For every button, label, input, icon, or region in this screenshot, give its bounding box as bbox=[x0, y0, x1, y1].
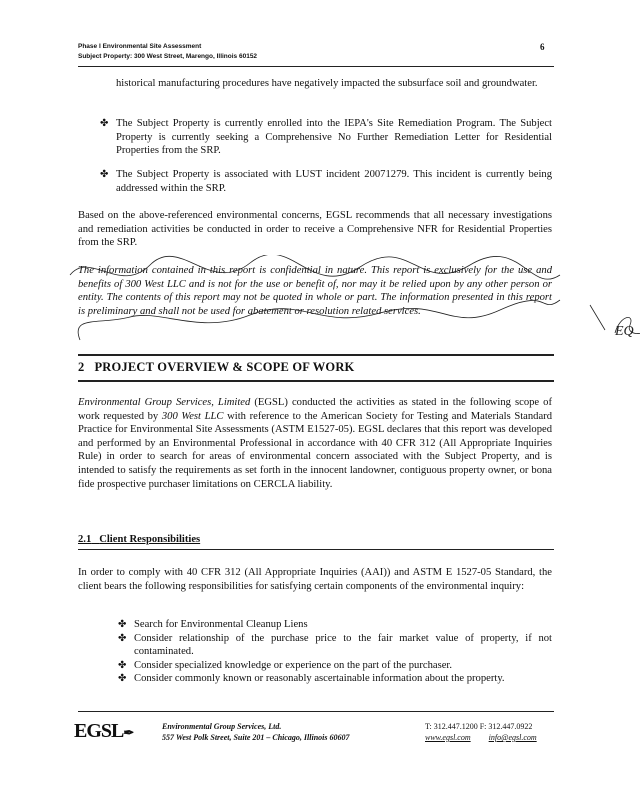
list-item bbox=[118, 659, 552, 673]
website-link[interactable]: www.egsl.com bbox=[425, 733, 471, 742]
footer-rule bbox=[78, 711, 554, 712]
section-number: 2 bbox=[78, 360, 85, 374]
bullet-icon: ✤ bbox=[100, 169, 109, 180]
header-rule bbox=[78, 66, 554, 67]
intro-continuation: historical manufacturing procedures have negatively impacted the subsurface soil and groundwater. bbox=[116, 78, 538, 89]
section-2-1-heading bbox=[78, 534, 200, 545]
concern-bullet bbox=[100, 117, 552, 158]
bullet-icon: ✤ bbox=[118, 632, 127, 644]
scope-text: (EGSL) conducted the activities as stated in the following scope of work requested by bbox=[78, 397, 552, 422]
list-item bbox=[118, 618, 552, 632]
handwritten-scribble bbox=[60, 255, 640, 345]
client-responsibilities-intro: In order to comply with 40 CFR 312 (All Appropriate Inquiries (AAI)) and ASTM E 1527-05 Standard, the client bears the following responsibilities for satisfying certain components of the environmental inquiry: bbox=[78, 567, 552, 592]
section-rule-bottom bbox=[78, 380, 554, 382]
bullet-icon: ✤ bbox=[118, 673, 127, 685]
logo-text: EGSL bbox=[74, 720, 124, 742]
bullet-text: The Subject Property is currently enrolled into the IEPA's Site Remediation Program. The Subject Property is currently seeking a Comprehensive No Further Remediation Letter for Residential Properties from the SRP. bbox=[116, 118, 552, 157]
initials: EQ bbox=[615, 324, 634, 339]
section-rule-top bbox=[78, 354, 554, 356]
list-item bbox=[118, 632, 552, 659]
header-property: Subject Property: 300 West Street, Marengo, Illinois 60152 bbox=[78, 53, 258, 60]
footer-phone: T: 312.447.1200 F: 312.447.0922 bbox=[425, 722, 533, 731]
footer-contact bbox=[425, 721, 555, 743]
list-item bbox=[118, 672, 552, 686]
footer-company-name: Environmental Group Services, Ltd. bbox=[162, 722, 282, 731]
section-2-heading bbox=[78, 360, 354, 375]
quill-icon: ✒ bbox=[123, 725, 135, 740]
scope-paragraph bbox=[78, 396, 552, 491]
header-title: Phase I Environmental Site Assessment bbox=[78, 43, 202, 50]
bullet-icon: ✤ bbox=[100, 118, 109, 129]
company-name: Environmental Group Services, Limited bbox=[78, 397, 251, 408]
client-name: 300 West LLC bbox=[161, 410, 224, 422]
subsection-number: 2.1 bbox=[78, 534, 92, 545]
bullet-text: The Subject Property is associated with LUST incident 20071279. This incident is currently being addressed within the SRP. bbox=[116, 169, 552, 194]
list-item-text: Consider commonly known or reasonably ascertainable information about the property. bbox=[134, 673, 505, 685]
concern-bullet bbox=[100, 168, 552, 195]
bullet-icon: ✤ bbox=[118, 619, 127, 630]
list-item-text: Search for Environmental Cleanup Liens bbox=[134, 619, 308, 630]
responsibility-list bbox=[118, 618, 552, 686]
section-title: PROJECT OVERVIEW & SCOPE OF WORK bbox=[94, 360, 355, 374]
list-item-text: Consider relationship of the purchase price to the fair market value of property, if not contaminated. bbox=[134, 632, 552, 658]
subsection-title: Client Responsibilities bbox=[99, 534, 201, 545]
footer-address: 557 West Polk Street, Suite 201 – Chicago, Illinois 60607 bbox=[162, 733, 350, 742]
disclaimer-paragraph: The information contained in this report is confidential in nature. This report is exclusively for the use and benefits of 300 West LLC and is not for the use or benefit of, nor may it be relied upon by any other person or entity. The contents of this report may not be quoted in whole or part. The information presented in this report is preliminary and shall not be used for abatement or resolution related services. bbox=[78, 265, 552, 317]
list-item-text: Consider specialized knowledge or experience on the part of the purchaser. bbox=[134, 659, 452, 671]
email-link[interactable]: info@egsl.com bbox=[488, 733, 537, 742]
scope-text: with reference to the American Society for Testing and Materials Standard Practice for Environmental Site Assessments (ASTM E1527-05). EGSL declares that this report was developed and performed by an Environmental Professional in accordance with 40 CFR 312 (All Appropriate Inquiries Rule) in order to search for areas of environmental concern associated with the Subject Property, and is intended to satisfy the requirements as set forth in the innocent landowner, contiguous property owner, or bona fide prospective purchaser limitations on CERCLA liability. bbox=[78, 410, 552, 490]
footer-company bbox=[162, 721, 350, 743]
egsl-logo bbox=[74, 720, 134, 743]
page-number: 6 bbox=[540, 42, 545, 52]
recommendation-paragraph: Based on the above-referenced environmental concerns, EGSL recommends that all necessary investigations and remediation activities be conducted in order to receive a Comprehensive NFR for Residential Properties from the SRP. bbox=[78, 210, 552, 249]
bullet-icon: ✤ bbox=[118, 659, 127, 671]
subsection-rule bbox=[78, 549, 554, 550]
